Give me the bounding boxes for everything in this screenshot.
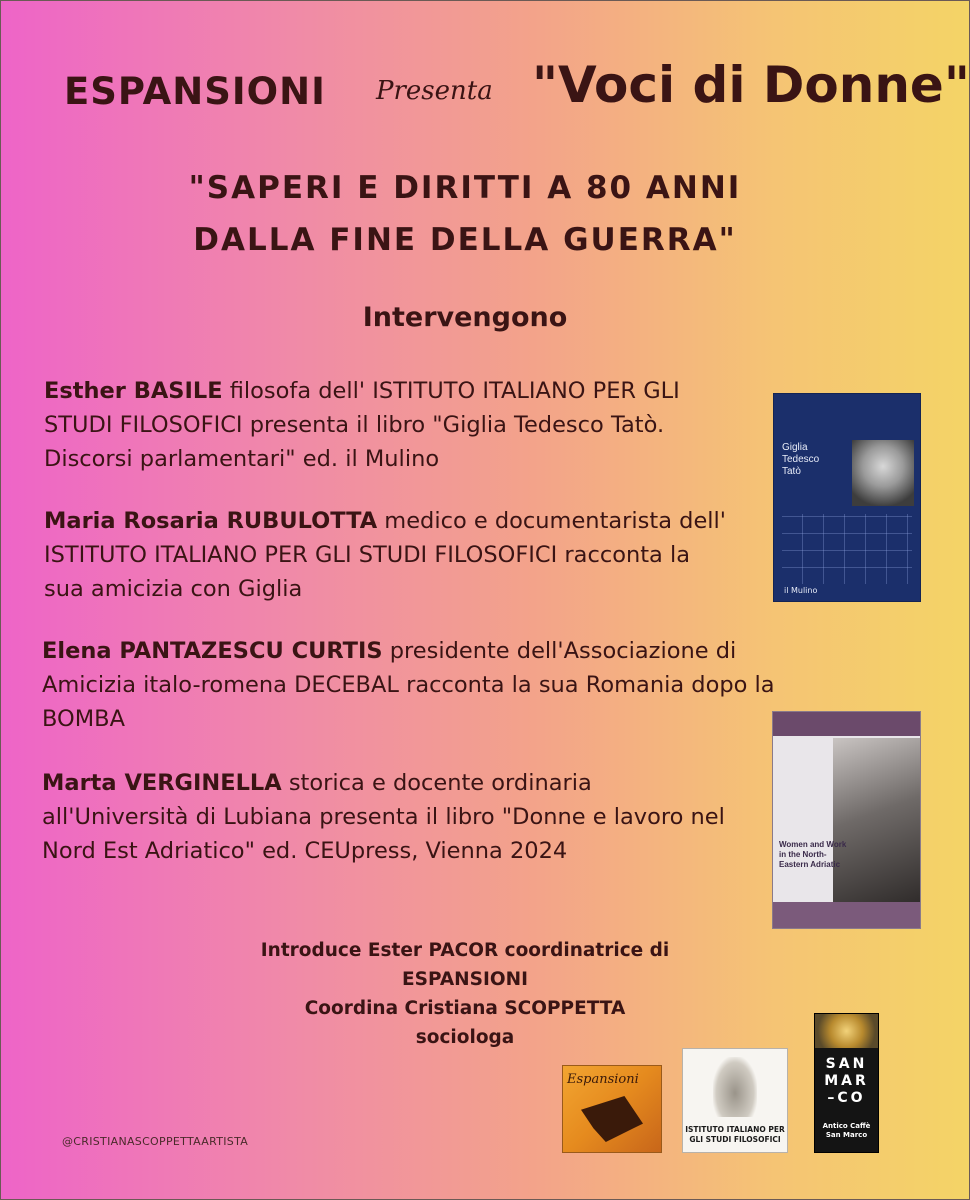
espansioni-logo: Espansioni (563, 1066, 661, 1152)
cover-pattern (782, 514, 912, 584)
presents-label: Presenta (376, 76, 493, 106)
cover-band-bottom (773, 902, 920, 928)
speaker-3 (42, 634, 832, 736)
closing-line-1: Introduce Ester PACOR coordinatrice di (260, 940, 670, 961)
speaker-1 (44, 374, 734, 476)
event-subtitle (140, 162, 790, 266)
archive-photo (833, 738, 920, 906)
speaker-name: Marta VERGINELLA (42, 770, 282, 796)
speaker-2 (44, 504, 734, 606)
speaker-name: Elena PANTAZESCU CURTIS (42, 638, 383, 664)
iisf-logo: ISTITUTO ITALIANO PER GLI STUDI FILOSOFICI (683, 1049, 787, 1152)
book-cover-women-work (773, 712, 920, 928)
subtitle-line-2: DALLA FINE DELLA GUERRA" (193, 222, 737, 258)
event-title: "Voci di Donne" (532, 56, 970, 114)
book-cover-title: Giglia Tedesco Tatò (782, 442, 820, 477)
speaker-name: Esther BASILE (44, 378, 223, 404)
social-handle: @CRISTIANASCOPPETTAARTISTA (62, 1135, 249, 1148)
book-publisher: il Mulino (784, 586, 818, 595)
speaker-description: filosofa dell' ISTITUTO ITALIANO PER GLI STUDI FILOSOFICI presenta il libro "Giglia Tedesco Tatò. Discorsi parlamentari" ed. il Mulino (44, 378, 680, 472)
cover-band-top (773, 712, 920, 736)
speaker-description: medico e documentarista dell' ISTITUTO ITALIANO PER GLI STUDI FILOSOFICI racconta la sua amicizia con Giglia (44, 508, 726, 602)
speaker-name: Maria Rosaria RUBULOTTA (44, 508, 378, 534)
brand-title: ESPANSIONI (64, 70, 326, 113)
closing-line-4: sociologa (415, 1027, 515, 1048)
speaker-description: presidente dell'Associazione di Amicizia italo-romena DECEBAL racconta la sua Romania dopo la BOMBA (42, 638, 775, 732)
book-cover-giglia (774, 394, 920, 601)
closing-credits (200, 936, 730, 1052)
logo-shape (581, 1096, 643, 1142)
closing-line-2: ESPANSIONI (402, 969, 528, 990)
closing-line-3: Coordina Cristiana SCOPPETTA (304, 998, 626, 1019)
speakers-heading: Intervengono (362, 302, 568, 333)
subtitle-line-1: "SAPERI E DIRITTI A 80 ANNI (188, 170, 742, 206)
sun-icon (815, 1014, 878, 1048)
speaker-description: storica e docente ordinaria all'Università di Lubiana presenta il libro "Donne e lavoro nel Nord Est Adriatico" ed. CEUpress, Vienna 2024 (42, 770, 725, 864)
portrait-photo (852, 440, 914, 506)
book-cover-title: Women and Work in the North-Eastern Adriatic (779, 840, 847, 869)
san-marco-logo: SAN MAR –CO Antico Caffè San Marco (815, 1014, 878, 1152)
emblem-icon (713, 1057, 757, 1117)
speaker-4 (42, 766, 732, 868)
